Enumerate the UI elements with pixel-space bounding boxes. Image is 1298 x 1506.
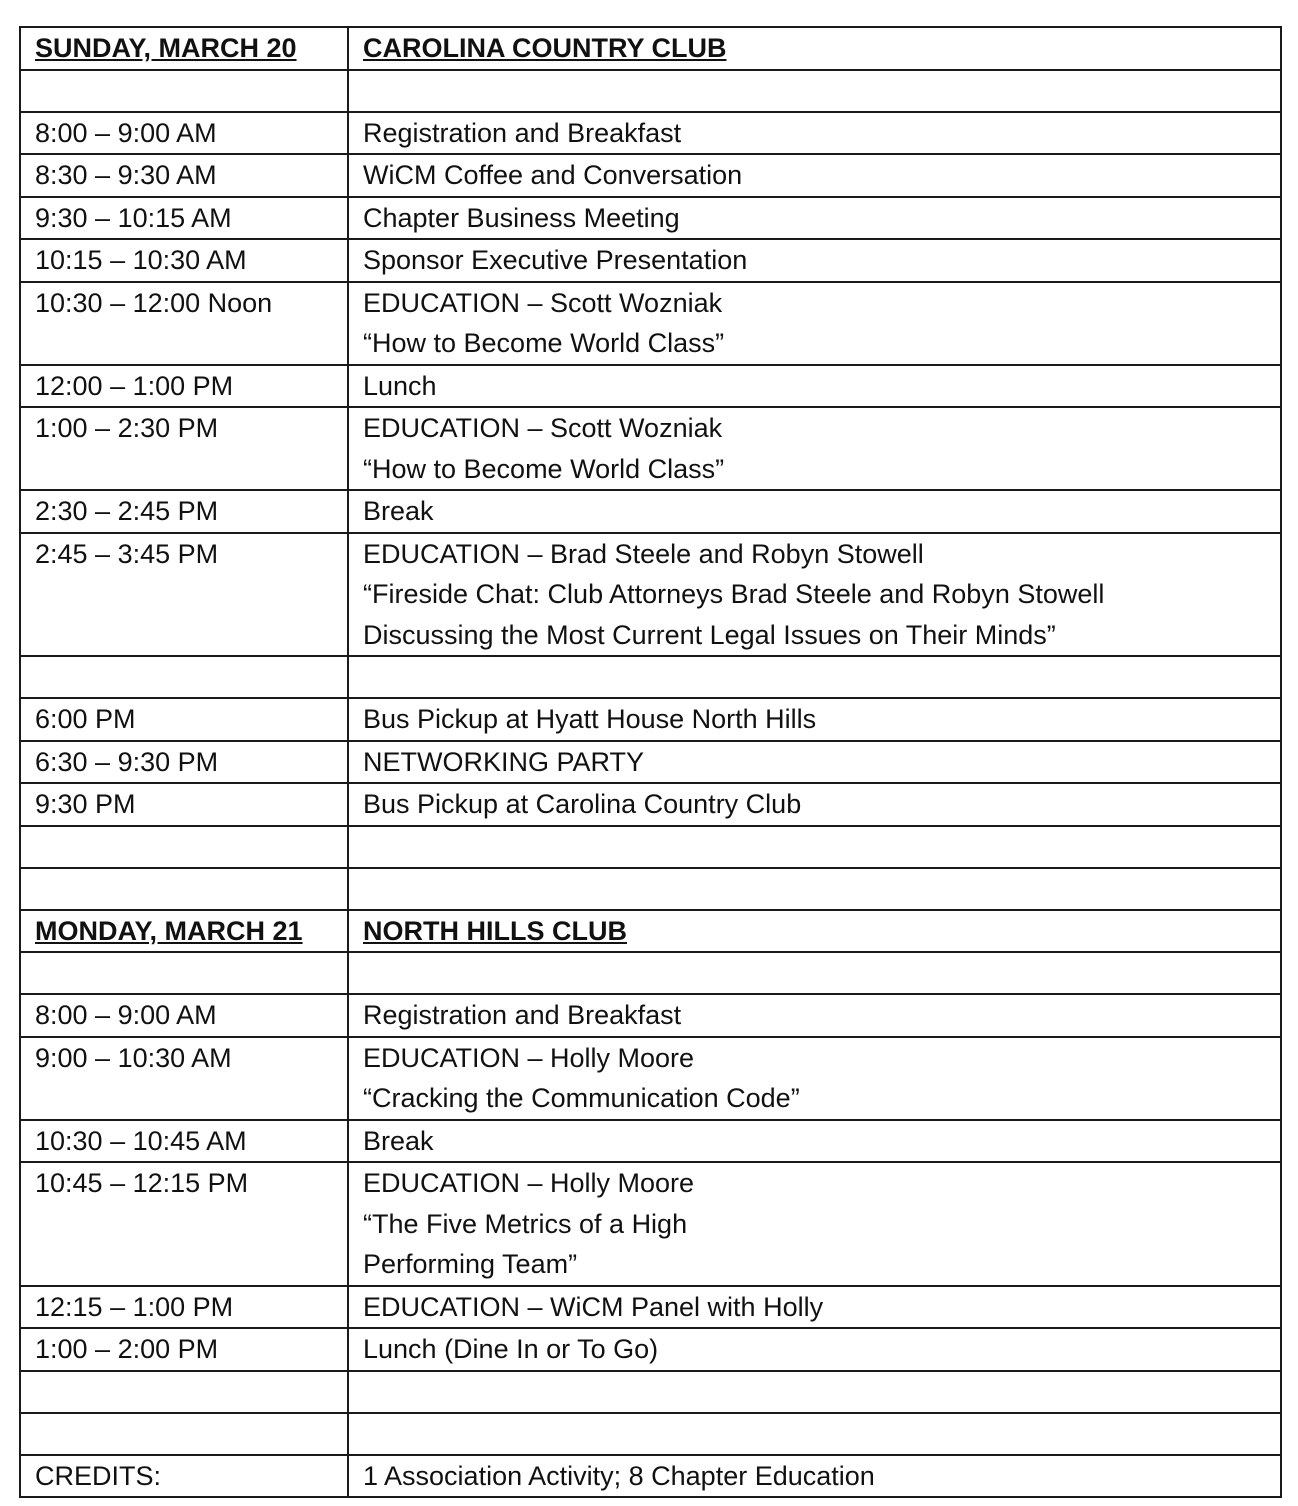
event-cell bbox=[348, 994, 1281, 1037]
day-date: SUNDAY, MARCH 20 bbox=[20, 27, 348, 70]
time-cell: 10:45 – 12:15 PM bbox=[20, 1162, 348, 1286]
time-cell: 9:30 – 10:15 AM bbox=[20, 197, 348, 240]
event-cell bbox=[348, 741, 1281, 784]
event-cell bbox=[348, 1413, 1281, 1455]
time-cell: 8:30 – 9:30 AM bbox=[20, 154, 348, 197]
time-cell: 12:00 – 1:00 PM bbox=[20, 365, 348, 408]
event-line: Discussing the Most Current Legal Issues on Their Minds” bbox=[363, 619, 1056, 650]
empty-row bbox=[20, 70, 1281, 112]
event-line: Break bbox=[363, 496, 434, 526]
time-cell: 1:00 – 2:00 PM bbox=[20, 1328, 348, 1371]
event-line: EDUCATION – Scott Wozniak bbox=[363, 287, 723, 318]
schedule-row bbox=[20, 698, 1281, 741]
schedule-row bbox=[20, 239, 1281, 282]
schedule-row bbox=[20, 197, 1281, 240]
time-cell: 6:00 PM bbox=[20, 698, 348, 741]
time-cell: 1:00 – 2:30 PM bbox=[20, 407, 348, 490]
time-cell bbox=[20, 1371, 348, 1413]
day-date: MONDAY, MARCH 21 bbox=[20, 910, 348, 953]
event-line: “The Five Metrics of a High bbox=[363, 1208, 688, 1239]
event-cell bbox=[348, 698, 1281, 741]
schedule-row bbox=[20, 994, 1281, 1037]
schedule-body bbox=[20, 27, 1281, 1497]
day-venue: CAROLINA COUNTRY CLUB bbox=[348, 27, 1281, 70]
schedule-row bbox=[20, 112, 1281, 155]
event-cell bbox=[348, 783, 1281, 826]
schedule-row bbox=[20, 407, 1281, 490]
event-line: Break bbox=[363, 1125, 434, 1156]
event-cell bbox=[348, 1286, 1281, 1329]
event-line: Performing Team” bbox=[363, 1249, 578, 1279]
event-cell bbox=[348, 197, 1281, 240]
schedule-row bbox=[20, 1037, 1281, 1120]
day-venue: NORTH HILLS CLUB bbox=[348, 910, 1281, 953]
time-cell bbox=[20, 656, 348, 698]
event-cell bbox=[348, 868, 1281, 910]
event-cell bbox=[348, 533, 1281, 657]
event-line: Sponsor Executive Presentation bbox=[363, 245, 748, 275]
schedule-row bbox=[20, 783, 1281, 826]
schedule-row bbox=[20, 490, 1281, 533]
event-line: Lunch (Dine In or To Go) bbox=[363, 1334, 659, 1364]
event-cell bbox=[348, 112, 1281, 155]
schedule-row bbox=[20, 282, 1281, 365]
day-header-row bbox=[20, 910, 1281, 953]
event-cell bbox=[348, 1328, 1281, 1371]
credits-label: CREDITS: bbox=[20, 1455, 348, 1498]
event-cell bbox=[348, 407, 1281, 490]
event-line: Lunch bbox=[363, 370, 437, 401]
event-cell bbox=[348, 70, 1281, 112]
event-line: Chapter Business Meeting bbox=[363, 202, 680, 233]
time-cell: 10:15 – 10:30 AM bbox=[20, 239, 348, 282]
empty-row bbox=[20, 826, 1281, 868]
schedule-row bbox=[20, 365, 1281, 408]
event-cell bbox=[348, 490, 1281, 533]
event-line: NETWORKING PARTY bbox=[363, 746, 645, 777]
time-cell: 2:30 – 2:45 PM bbox=[20, 490, 348, 533]
event-line: EDUCATION – Brad Steele and Robyn Stowell bbox=[363, 538, 924, 569]
event-line: Registration and Breakfast bbox=[363, 1000, 682, 1030]
event-line: “Fireside Chat: Club Attorneys Brad Steele and Robyn Stowell bbox=[363, 579, 1105, 609]
event-cell bbox=[348, 1037, 1281, 1120]
time-cell: 9:30 PM bbox=[20, 783, 348, 826]
schedule-row bbox=[20, 533, 1281, 657]
event-line: EDUCATION – Holly Moore bbox=[363, 1042, 695, 1073]
event-cell bbox=[348, 239, 1281, 282]
time-cell: 6:30 – 9:30 PM bbox=[20, 741, 348, 784]
event-line: Bus Pickup at Hyatt House North Hills bbox=[363, 704, 817, 734]
credits-row bbox=[20, 1455, 1281, 1498]
event-cell bbox=[348, 365, 1281, 408]
empty-row bbox=[20, 656, 1281, 698]
event-cell bbox=[348, 154, 1281, 197]
empty-row bbox=[20, 868, 1281, 910]
event-cell bbox=[348, 282, 1281, 365]
time-cell: 8:00 – 9:00 AM bbox=[20, 112, 348, 155]
event-line: “How to Become World Class” bbox=[363, 453, 725, 484]
event-cell bbox=[348, 826, 1281, 868]
event-line: “Cracking the Communication Code” bbox=[363, 1083, 800, 1113]
time-cell: 8:00 – 9:00 AM bbox=[20, 994, 348, 1037]
time-cell: 10:30 – 12:00 Noon bbox=[20, 282, 348, 365]
time-cell: 2:45 – 3:45 PM bbox=[20, 533, 348, 657]
empty-row bbox=[20, 952, 1281, 994]
time-cell bbox=[20, 1413, 348, 1455]
event-cell bbox=[348, 656, 1281, 698]
event-line: EDUCATION – WiCM Panel with Holly bbox=[363, 1291, 824, 1322]
schedule-row bbox=[20, 154, 1281, 197]
schedule-row bbox=[20, 741, 1281, 784]
schedule-row bbox=[20, 1162, 1281, 1286]
event-cell bbox=[348, 1120, 1281, 1163]
event-line: Registration and Breakfast bbox=[363, 117, 682, 148]
event-cell bbox=[348, 1371, 1281, 1413]
event-line: “How to Become World Class” bbox=[363, 328, 725, 358]
empty-row bbox=[20, 1413, 1281, 1455]
event-cell bbox=[348, 1162, 1281, 1286]
schedule-row bbox=[20, 1286, 1281, 1329]
time-cell bbox=[20, 868, 348, 910]
time-cell bbox=[20, 826, 348, 868]
event-line: EDUCATION – Holly Moore bbox=[363, 1168, 695, 1198]
schedule-table bbox=[19, 26, 1282, 1498]
event-line: EDUCATION – Scott Wozniak bbox=[363, 413, 723, 443]
schedule-row bbox=[20, 1120, 1281, 1163]
event-line: Bus Pickup at Carolina Country Club bbox=[363, 789, 802, 819]
time-cell bbox=[20, 952, 348, 994]
event-line: WiCM Coffee and Conversation bbox=[363, 160, 743, 190]
day-header-row bbox=[20, 27, 1281, 70]
time-cell bbox=[20, 70, 348, 112]
schedule-row bbox=[20, 1328, 1281, 1371]
time-cell: 10:30 – 10:45 AM bbox=[20, 1120, 348, 1163]
event-cell bbox=[348, 952, 1281, 994]
empty-row bbox=[20, 1371, 1281, 1413]
time-cell: 9:00 – 10:30 AM bbox=[20, 1037, 348, 1120]
credits-value: 1 Association Activity; 8 Chapter Education bbox=[348, 1455, 1281, 1498]
time-cell: 12:15 – 1:00 PM bbox=[20, 1286, 348, 1329]
